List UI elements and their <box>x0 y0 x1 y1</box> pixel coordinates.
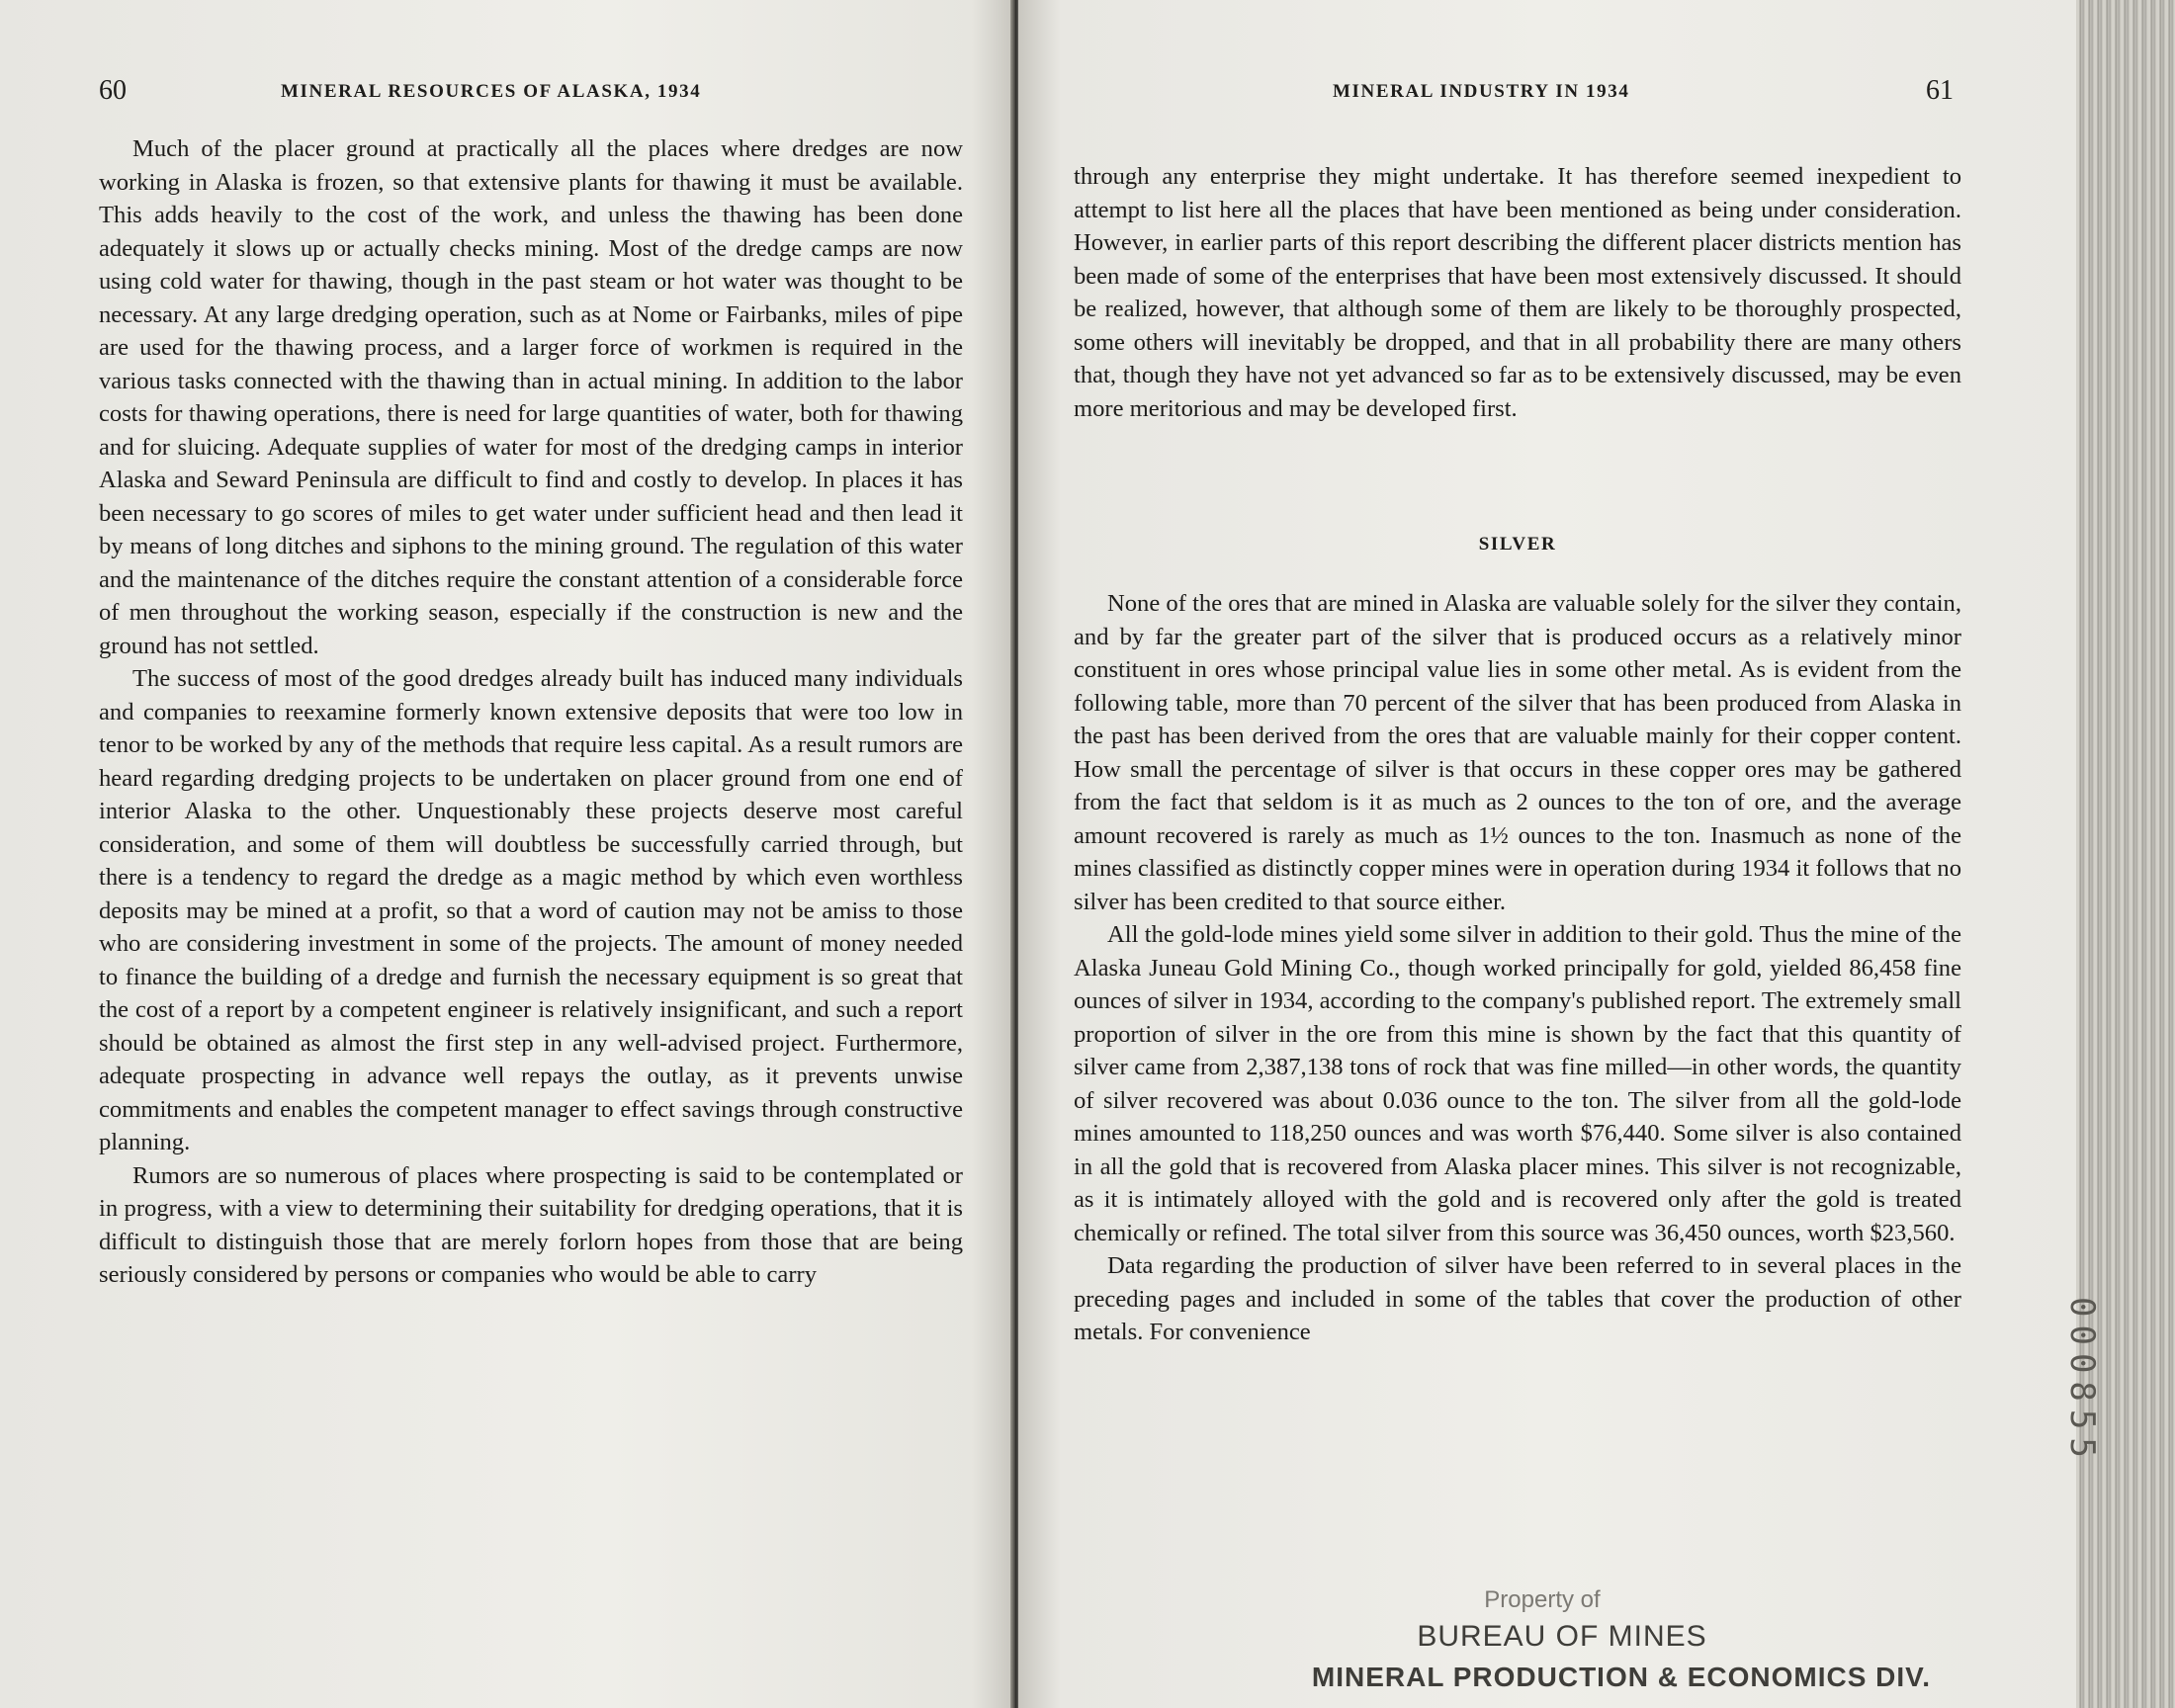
stamp-line: MINERAL PRODUCTION & ECONOMICS DIV. <box>1311 1662 1932 1687</box>
right-running-head: MINERAL INDUSTRY IN 1934 <box>1333 81 1630 102</box>
paragraph: through any enterprise they might undertake. It has therefore seemed inexpedient to attempt to list here all the places that have been mentioned as being under consideration. However, in earlier parts of this report describing the different placer districts mention has been made of some of the enterprises that have been most extensively discussed. It should be realized, however, that although some of them are likely to be thoroughly prospected, some others will inevitably be dropped, and that in all probability there are many others that, though they have not yet advanced so far as to be extensively discussed, may be even more meritorious and may be developed first. <box>1074 163 1961 422</box>
ownership-stamp <box>1305 1586 1938 1687</box>
paragraph: Rumors are so numerous of places where prospecting is said to be contemplated or in progress, with a view to determining their suitability for dredging operations, that it is difficult to distinguish those that are merely forlorn hopes from those that are being seriously considered by persons or companies who would be able to carry <box>99 1161 963 1288</box>
left-running-head: MINERAL RESOURCES OF ALASKA, 1934 <box>281 81 702 102</box>
left-page <box>0 0 1012 1708</box>
paragraph: None of the ores that are mined in Alaska are valuable solely for the silver they contain, and by far the greater part of the silver that is produced occurs as a relatively minor constituent in ores whose principal value lies in some other metal. As is evident from the following table, more than 70 percent of the silver that has been produced from Alaska in the past has been derived from the ores that are valuable mainly for their copper content. How small the percentage of silver is that occurs in these copper ores may be gathered from the fact that seldom is it as much as 2 ounces to the ton of ore, and the average amount recovered is rarely as much as 1½ ounces to the ton. Inasmuch as none of the mines classified as distinctly copper mines were in operation during 1934 it follows that no silver has been credited to that source either. <box>1074 590 1961 915</box>
stamp-line: Property of <box>1484 1586 1601 1613</box>
paragraph: Much of the placer ground at practically all the places where dredges are now working in Alaska is frozen, so that extensive plants for thawing it must be available. This adds heavily to the cost of the work, and unless the thawing has been done adequately it slows up or actually checks mining. Most of the dredge camps are now using cold water for thawing, though in the past steam or hot water was thought to be necessary. At any large dredging operation, such as at Nome or Fairbanks, miles of pipe are used for the thawing process, and a larger force of workmen is required in the various tasks connected with the thawing than in actual mining. In addition to the labor costs for thawing operations, there is need for large quantities of water, both for thawing and for sluicing. Adequate supplies of water for most of the dredging camps in interior Alaska and Seward Peninsula are difficult to find and costly to develop. In places it has been necessary to go scores of miles to get water under sufficient head and then lead it by means of long ditches and siphons to the mining ground. The regulation of this water and the maintenance of the ditches require the constant attention of a considerable force of men throughout the working season, especially if the construction is new and the ground has not settled. <box>99 135 963 659</box>
paragraph: Data regarding the production of silver have been referred to in several places in the preceding pages and included in some of the tables that cover the production of other metals. For convenience <box>1074 1252 1961 1345</box>
right-text-column <box>1074 587 1961 1349</box>
paragraph: All the gold-lode mines yield some silver in addition to their gold. Thus the mine of the Alaska Juneau Gold Mining Co., though worked principally for gold, yielded 86,458 fine ounces of silver in 1934, according to the company's published report. The extremely small proportion of silver in the ore from this mine is shown by the fact that this quantity of silver came from 2,387,138 tons of rock that was fine milled—in other words, the quantity of silver recovered was about 0.036 ounce to the ton. The silver from all the gold-lode mines amounted to 118,250 ounces and was worth $76,440. Some silver is also contained in all the gold that is recovered from Alaska placer mines. This silver is not recognizable, as it is intimately alloyed with the gold and is recovered only after the gold is treated chemically or refined. The total silver from this source was 36,450 ounces, worth $23,560. <box>1074 921 1962 1246</box>
paragraph: The success of most of the good dredges already built has induced many individuals and companies to reexamine formerly known extensive deposits that were too low in tenor to be worked by any of the methods that require less capital. As a result rumors are heard regarding dredging projects to be undertaken on placer ground from one end of interior Alaska to the other. Unquestionably these projects deserve most careful consideration, and some of them will doubtless be successfully carried through, but there is a tendency to regard the dredge as a magic method by which even worthless deposits may be mined at a profit, so that a word of caution may not be amiss to those who are considering investment in some of the projects. The amount of money needed to finance the building of a dredge and furnish the necessary equipment is so great that the cost of a report by a competent engineer is relatively insignificant, and such a report should be obtained as almost the first step in any well-advised project. Furthermore, adequate prospecting in advance well repays the outlay, as it prevents unwise commitments and enables the competent manager to effect savings through constructive planning. <box>99 665 963 1155</box>
right-page-number: 61 <box>1926 75 1954 106</box>
section-heading: SILVER <box>1478 534 1557 555</box>
stamp-line: BUREAU OF MINES <box>1417 1620 1707 1653</box>
left-text-column <box>99 132 963 1292</box>
edge-number-stamp: 000855 <box>2062 1297 2102 1466</box>
left-page-number: 60 <box>99 75 127 106</box>
right-text-column-top <box>1074 160 1961 425</box>
